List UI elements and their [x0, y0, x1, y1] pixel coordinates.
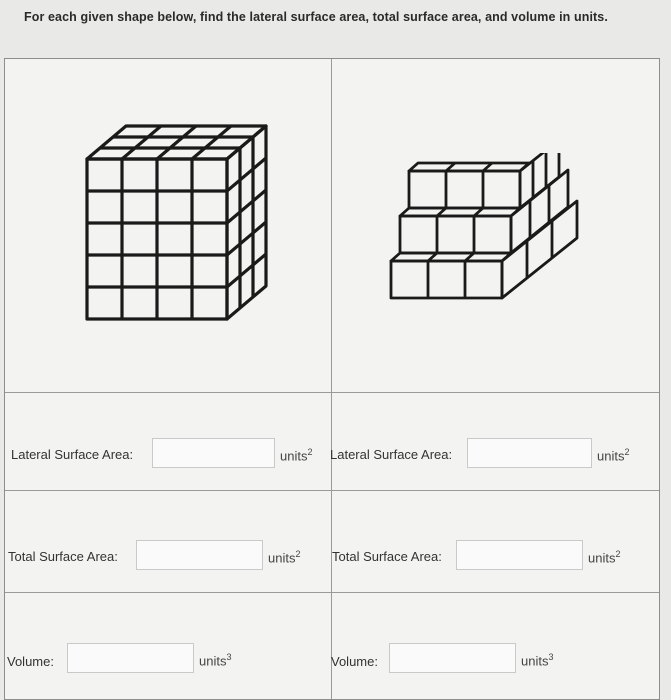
total-surface-area-input-left[interactable] [136, 540, 263, 570]
lateral-surface-area-input-left[interactable] [152, 438, 275, 468]
answer-table [4, 58, 660, 700]
lateral-surface-area-label-right: Lateral Surface Area: [330, 447, 453, 462]
row-divider [5, 490, 659, 491]
instructions-text: For each given shape below, find the lateral surface area, total surface area, and volume in units. [24, 10, 608, 24]
total-surface-area-label-right: Total Surface Area: [332, 549, 442, 564]
lateral-surface-area-unit-left: units$^2$ [280, 447, 313, 464]
total-surface-area-unit-left: units$^2$ [268, 549, 301, 566]
volume-input-right[interactable] [389, 643, 516, 673]
total-surface-area-label-left: Total Surface Area: [8, 549, 118, 564]
row-divider [5, 592, 659, 593]
lateral-surface-area-unit-right: units$^2$ [597, 447, 630, 464]
stepped-cube-figure [383, 153, 583, 303]
row-divider [5, 392, 659, 393]
volume-input-left[interactable] [67, 643, 194, 673]
total-surface-area-input-right[interactable] [456, 540, 583, 570]
volume-label-left: Volume: [7, 654, 54, 669]
lateral-surface-area-input-right[interactable] [467, 438, 592, 468]
volume-unit-left: units$^3$ [199, 652, 232, 669]
rectangular-prism-figure [81, 121, 281, 325]
lateral-surface-area-label-left: Lateral Surface Area: [11, 447, 134, 462]
volume-label-right: Volume: [331, 654, 378, 669]
total-surface-area-unit-right: units$^2$ [588, 549, 621, 566]
volume-unit-right: units$^3$ [521, 652, 554, 669]
column-divider [331, 59, 332, 699]
